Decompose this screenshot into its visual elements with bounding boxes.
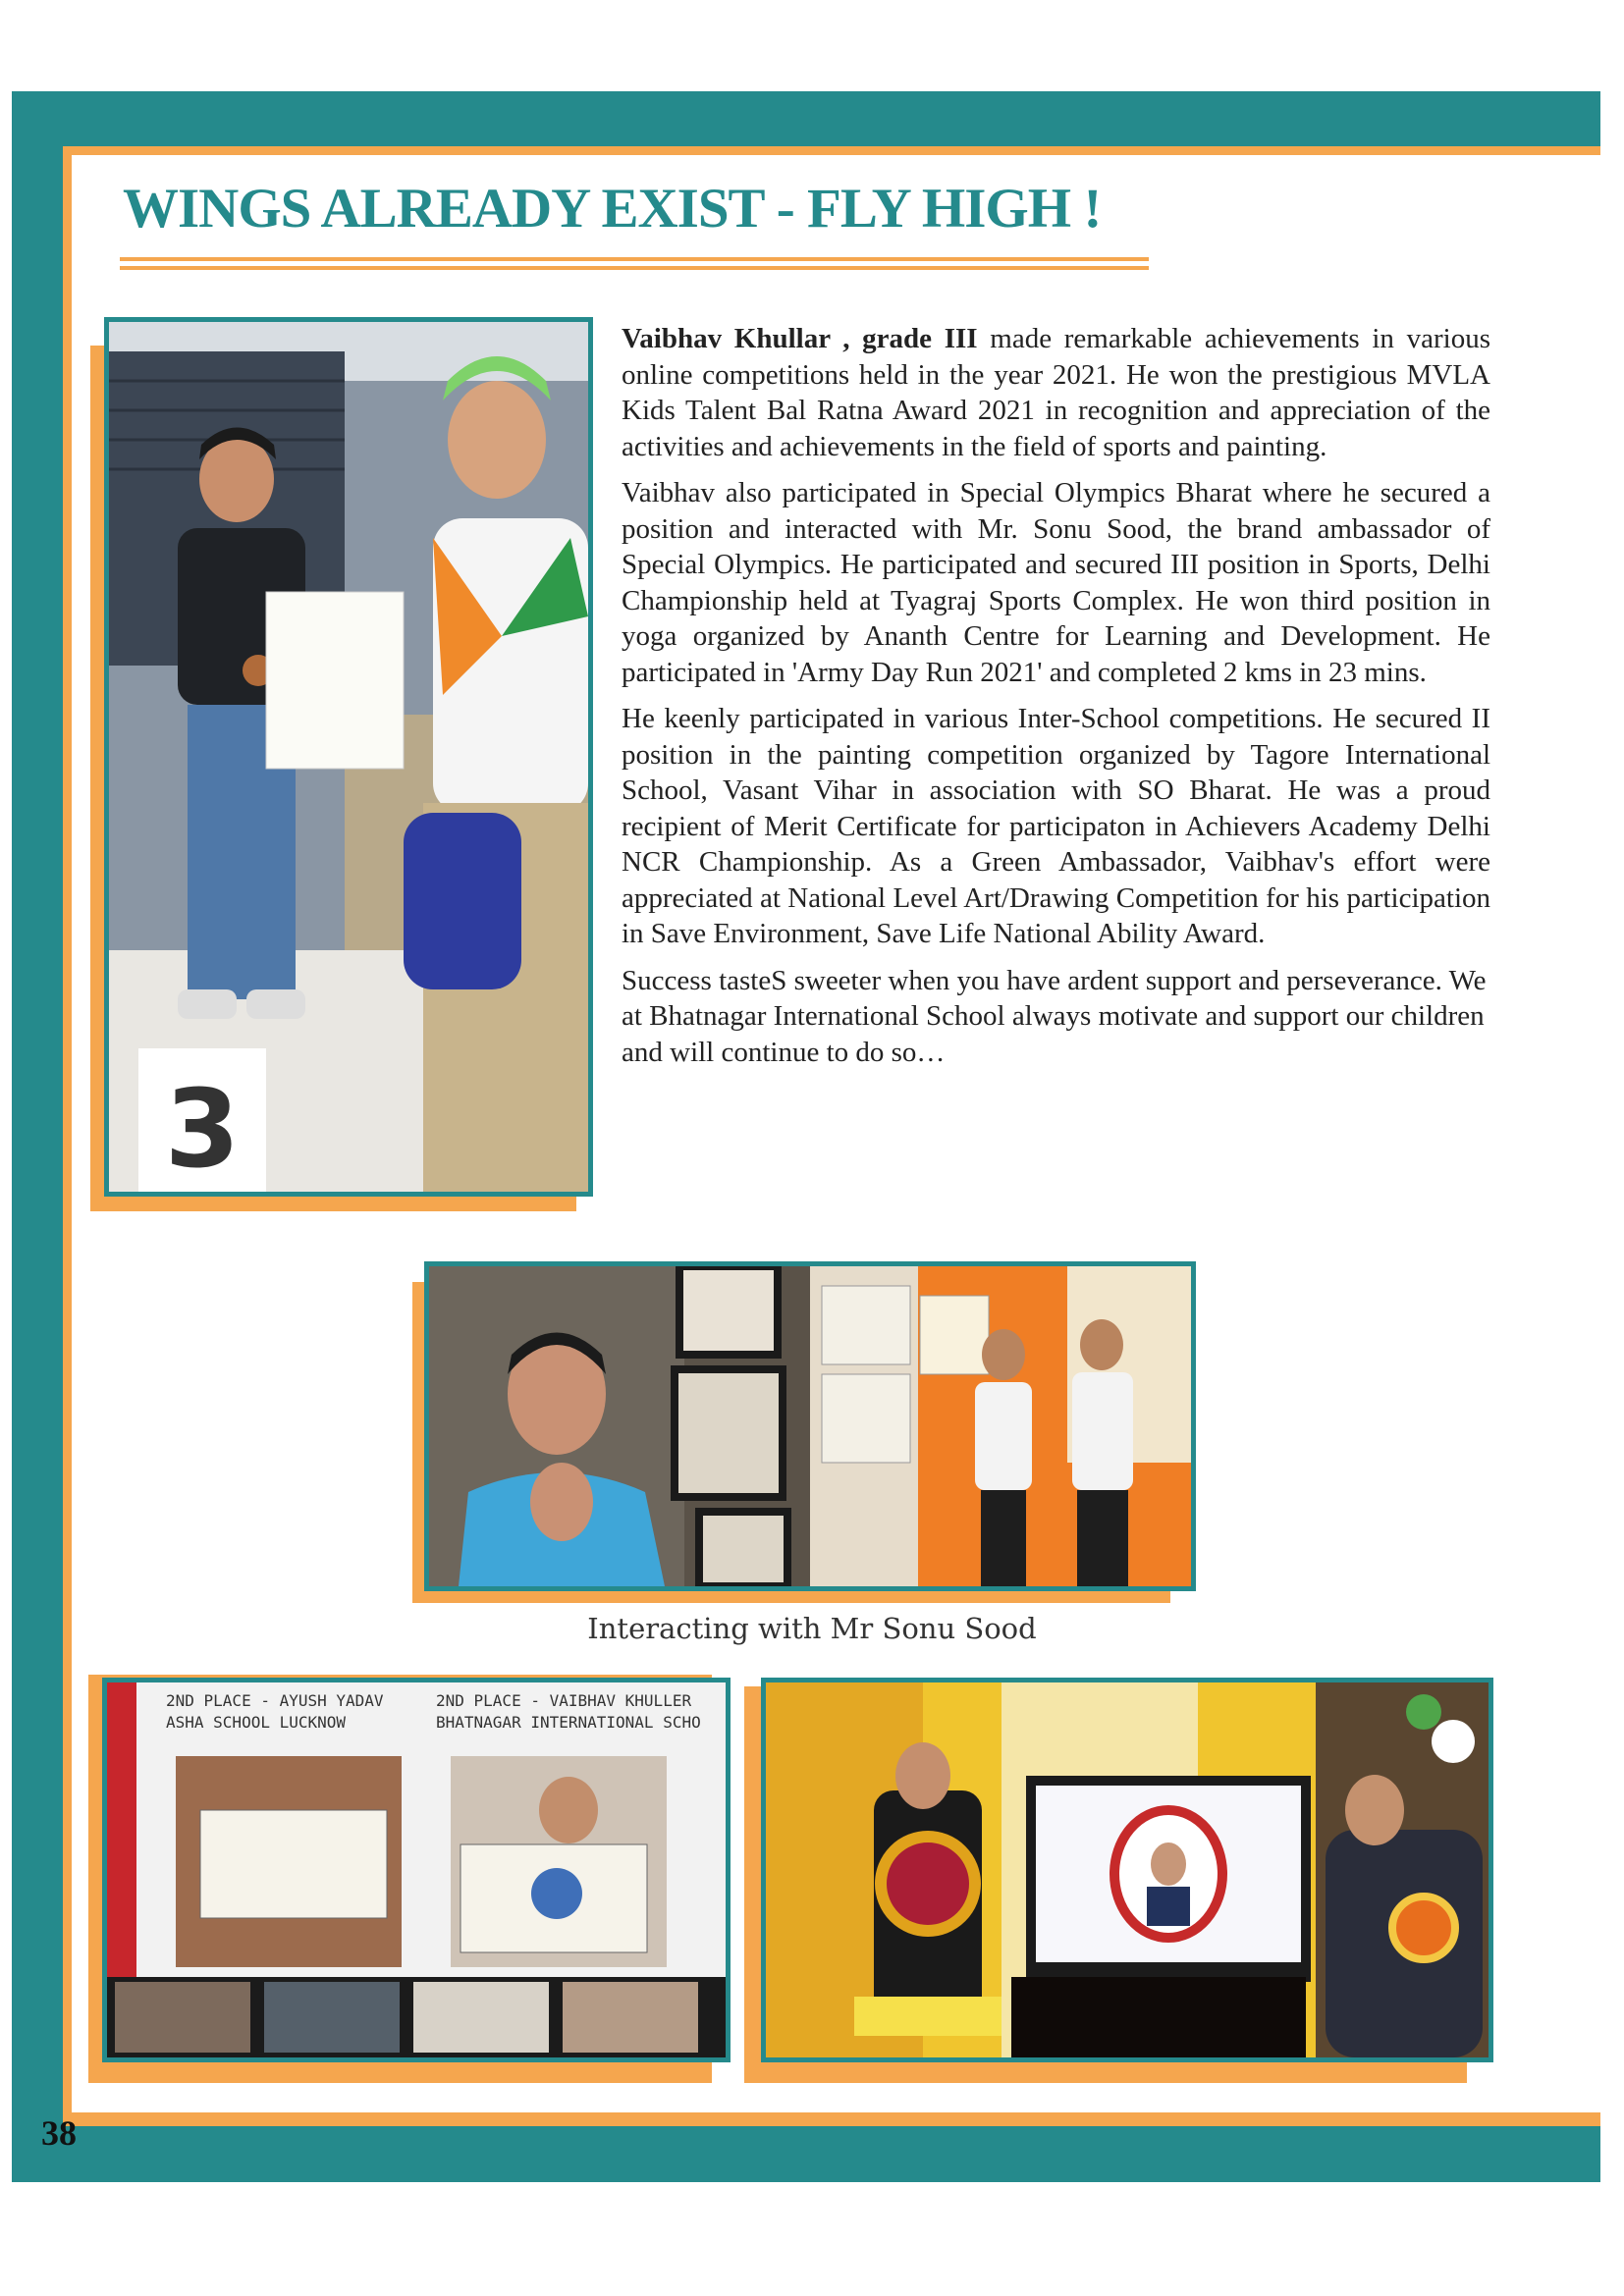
zoom-right-school: BHATNAGAR INTERNATIONAL SCHO — [436, 1713, 701, 1732]
paragraph-1 — [622, 321, 1490, 464]
paragraph-4: Success tasteS sweeter when you have ardent support and perseverance. We at Bhatnagar International School always motivate and support our children and will continue to do so… — [622, 964, 1487, 1068]
zoom-call-photo — [102, 1678, 731, 2062]
award-photo — [761, 1678, 1493, 2062]
article-body — [622, 321, 1490, 1081]
page-number: 38 — [41, 2113, 77, 2153]
orange-frame-top — [63, 146, 1600, 155]
zoom-right-label: 2ND PLACE - VAIBHAV KHULLER — [436, 1691, 692, 1710]
podium-photo-illustration — [109, 322, 588, 1192]
orange-frame-bottom — [63, 2112, 1600, 2126]
outer-frame-top — [12, 91, 1600, 146]
podium-photo — [104, 317, 593, 1197]
sonu-sood-photo-illustration — [429, 1266, 1191, 1586]
student-name: Vaibhav Khullar , grade III — [622, 323, 978, 354]
zoom-call-illustration — [107, 1682, 726, 2057]
title-underline-1 — [120, 257, 1149, 261]
photo-caption: Interacting with Mr Sonu Sood — [587, 1612, 1037, 1645]
paragraph-2: Vaibhav also participated in Special Olympics Bharat where he secured a position and interacted with Mr. Sonu Sood, the brand ambassador of Special Olympics. He participated and secured III position in Sports, Delhi Championship held at Tyagraj Sports Complex. He won third position in yoga organized by Ananth Centre for Learning and Development. He participated in 'Army Day Run 2021' and completed 2 kms in 23 mins. — [622, 477, 1490, 688]
title-underline-2 — [120, 266, 1149, 270]
sonu-sood-photo — [424, 1261, 1196, 1591]
award-photo-illustration — [766, 1682, 1489, 2057]
outer-frame-left — [12, 91, 63, 2182]
paragraph-3: He keenly participated in various Inter-School competitions. He secured II position in the painting competition organized by Tagore International School, Vasant Vihar in association with SO Bharat. He was a proud recipient of Merit Certificate for participaton in Achievers Academy Delhi NCR Championship. As a Green Ambassador, Vaibhav's effort were appreciated at National Level Art/Drawing Competition for his participation in Save Environment, Save Life National Ability Award. — [622, 703, 1490, 949]
outer-frame-bottom — [12, 2126, 1600, 2182]
zoom-left-school: ASHA SCHOOL LUCKNOW — [166, 1713, 347, 1732]
orange-frame-left — [63, 146, 72, 2126]
zoom-left-label: 2ND PLACE - AYUSH YADAV — [166, 1691, 384, 1710]
paragraph-1-text: made remarkable achievements in various online competitions held in the year 2021. He won the prestigious MVLA Kids Talent Bal Ratna Award 2021 in recognition and appreciation of the activities and achievements in the field of sports and painting. — [622, 323, 1490, 462]
page-title: WINGS ALREADY EXIST - FLY HIGH ! — [123, 178, 1102, 240]
podium-number: 3 — [164, 1066, 241, 1192]
